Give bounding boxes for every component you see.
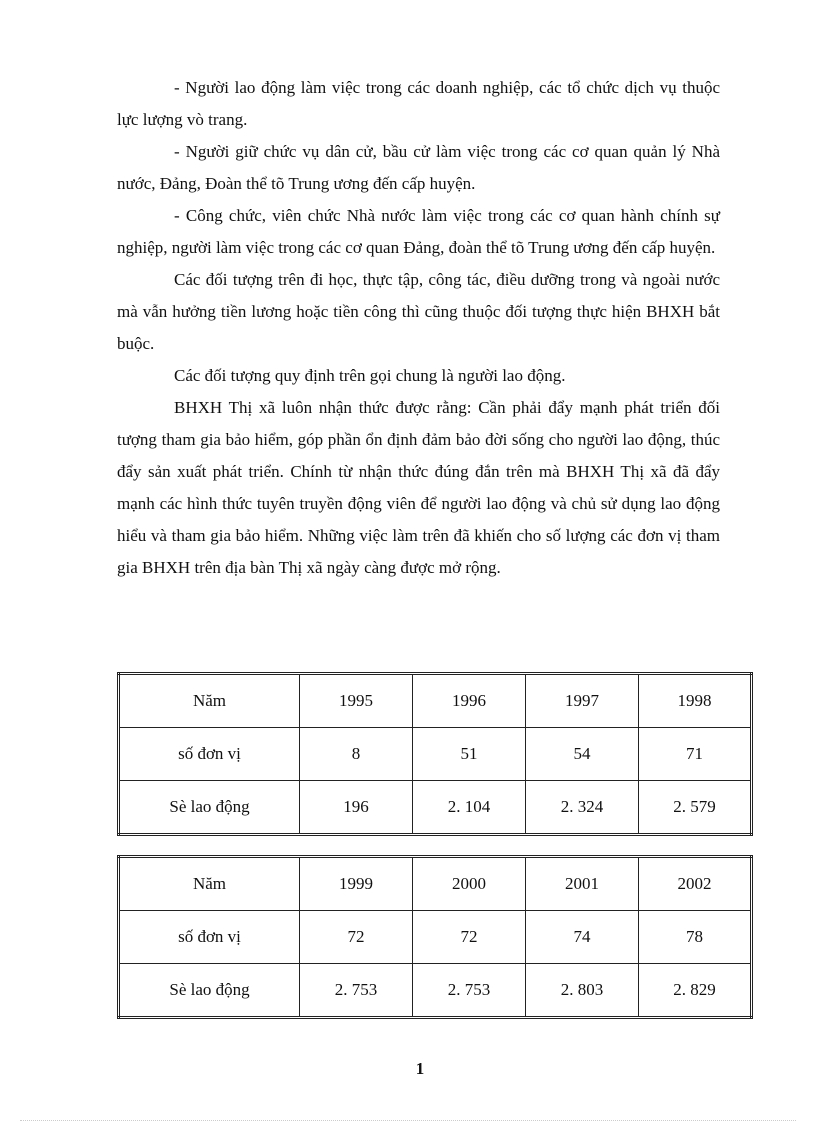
table-cell: 1999 <box>300 857 413 911</box>
paragraph: - Người lao động làm việc trong các doanh nghiệp, các tổ chức dịch vụ thuộc lực lượng vò trang. <box>117 78 720 129</box>
table-row <box>119 911 752 964</box>
paragraph: Các đối tượng quy định trên gọi chung là người lao động. <box>174 366 566 385</box>
table-cell: 72 <box>300 911 413 964</box>
statistics-table-1995-1998 <box>117 672 753 836</box>
table-cell: 1998 <box>639 674 752 728</box>
table-cell: 1995 <box>300 674 413 728</box>
table-cell: 196 <box>300 781 413 835</box>
table-cell: 2. 753 <box>300 964 413 1018</box>
table-cell: 8 <box>300 728 413 781</box>
table-cell: 51 <box>413 728 526 781</box>
table-cell: Năm <box>119 674 300 728</box>
table-header-row <box>119 857 752 911</box>
table-cell: Năm <box>119 857 300 911</box>
table-cell: 1997 <box>526 674 639 728</box>
table-cell: 2000 <box>413 857 526 911</box>
page-number: 1 <box>415 1059 425 1078</box>
statistics-table-1999-2002 <box>117 855 753 1019</box>
table-cell: số đơn vị <box>119 911 300 964</box>
table-cell: 2. 324 <box>526 781 639 835</box>
page-bottom-divider <box>20 1120 796 1121</box>
table-cell: 72 <box>413 911 526 964</box>
paragraph: - Công chức, viên chức Nhà nước làm việc trong các cơ quan hành chính sự nghiệp, người làm việc trong các cơ quan Đảng, đoàn thể tõ Trung ương đến cấp huyện. <box>117 206 720 257</box>
table-row <box>119 728 752 781</box>
table-cell: 2. 104 <box>413 781 526 835</box>
table-cell: 78 <box>639 911 752 964</box>
paragraph: - Người giữ chức vụ dân cử, bầu cử làm việc trong các cơ quan quản lý Nhà nước, Đảng, Đoàn thể tõ Trung ương đến cấp huyện. <box>117 142 720 193</box>
table-cell: 2. 753 <box>413 964 526 1018</box>
paragraph: Các đối tượng trên đi học, thực tập, công tác, điều dưỡng trong và ngoài nước mà vẫn hưởng tiền lương hoặc tiền công thì cũng thuộc đối tượng thực hiện BHXH bắt buộc. <box>117 270 720 353</box>
table-cell: 2002 <box>639 857 752 911</box>
table-cell: số đơn vị <box>119 728 300 781</box>
table-cell: 2. 829 <box>639 964 752 1018</box>
table-row <box>119 964 752 1018</box>
body-text <box>117 72 720 584</box>
table-header-row <box>119 674 752 728</box>
table-cell: 71 <box>639 728 752 781</box>
table-cell: 2. 579 <box>639 781 752 835</box>
table-cell: 74 <box>526 911 639 964</box>
table-cell: Sè lao động <box>119 781 300 835</box>
table-cell: 54 <box>526 728 639 781</box>
table-cell: Sè lao động <box>119 964 300 1018</box>
table-cell: 1996 <box>413 674 526 728</box>
paragraph: BHXH Thị xã luôn nhận thức được rằng: Cần phải đẩy mạnh phát triển đối tượng tham gia bảo hiểm, góp phần ổn định đảm bảo đời sống cho người lao động, thúc đẩy sản xuất phát triển. Chính từ nhận thức đúng đắn trên mà BHXH Thị xã đã đẩy mạnh các hình thức tuyên truyền động viên để người lao động và chủ sử dụng lao động hiểu và tham gia bảo hiểm. Những việc làm trên đã khiến cho số lượng các đơn vị tham gia BHXH trên địa bàn Thị xã ngày càng được mở rộng. <box>117 398 720 577</box>
table-row <box>119 781 752 835</box>
table-cell: 2001 <box>526 857 639 911</box>
table-cell: 2. 803 <box>526 964 639 1018</box>
